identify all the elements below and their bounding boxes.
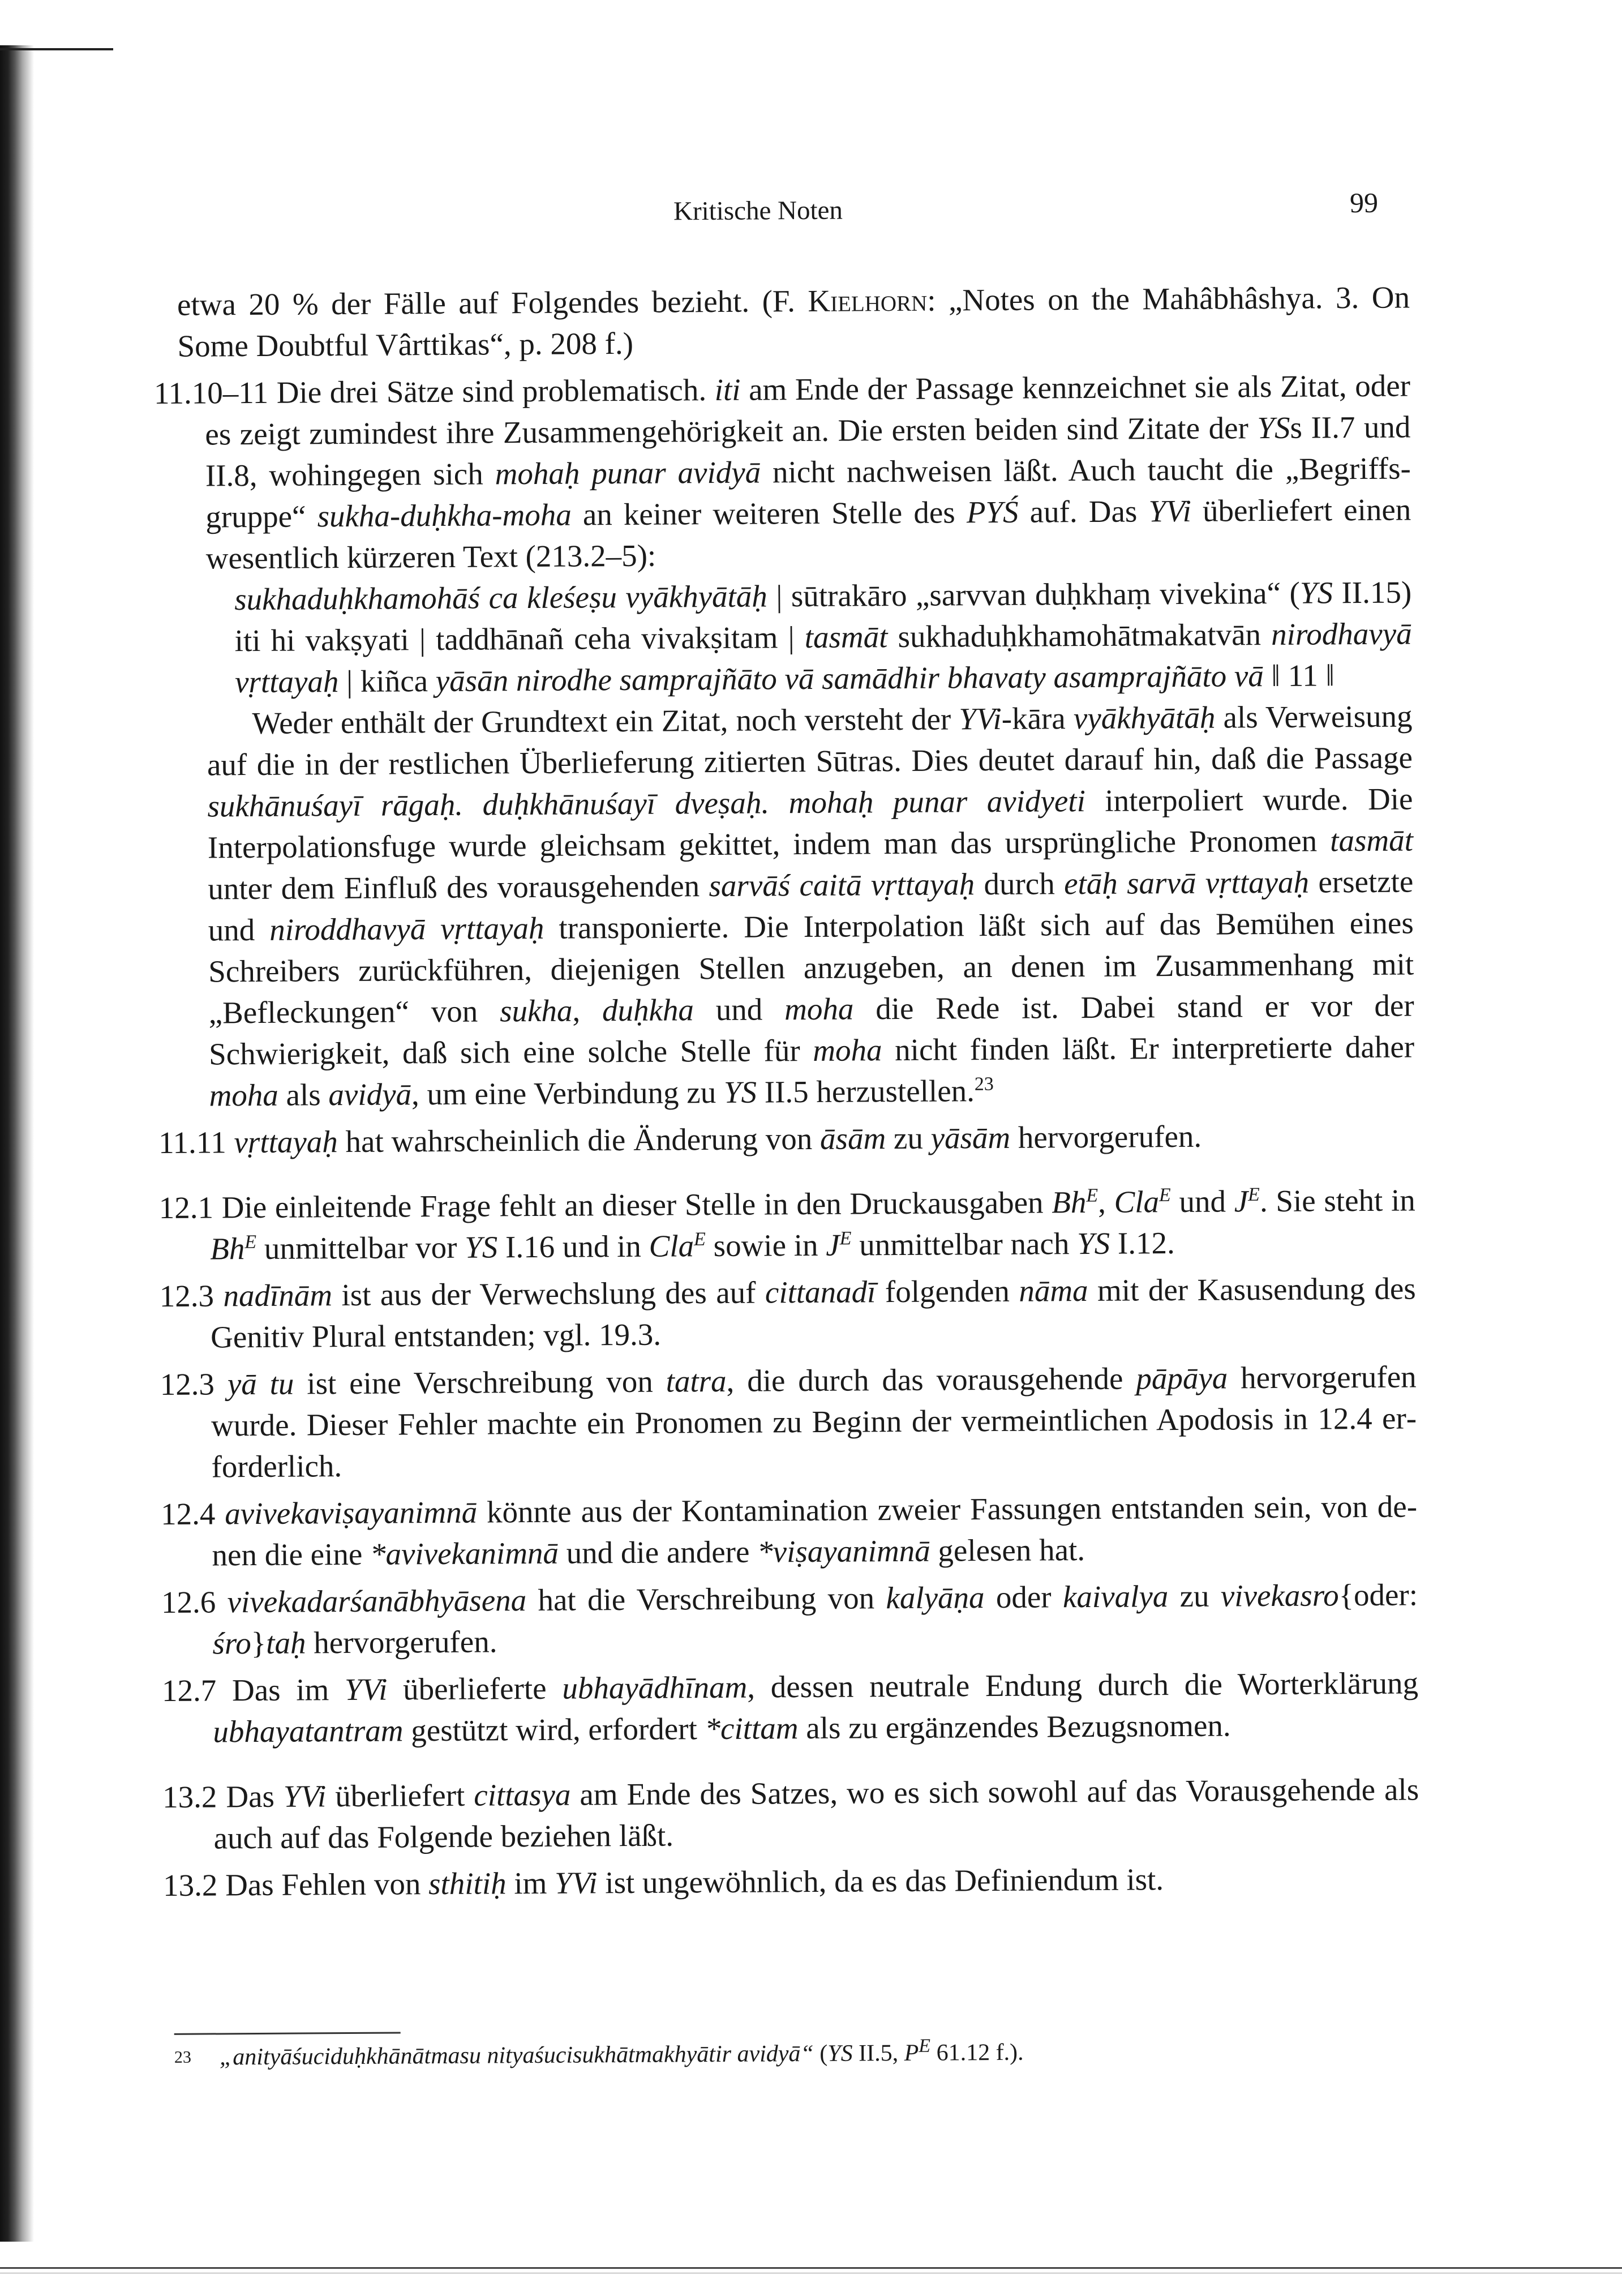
footnote-rule <box>174 2032 401 2034</box>
note-12-4: 12.4 avivekaviṣayanimnā könnte aus der Kontamination zweier Fassungen entstanden sein, von denen die eine *avivekanimnā und die andere *viṣayanimnā gelesen hat. <box>160 1489 1418 1573</box>
note-12-6: 12.6 vivekadarśanābhyāsena hat die Verschreibung von kalyāṇa oder kaivalya zu vivekasro{oder: śro}taḥ hervorgerufen. <box>161 1577 1418 1661</box>
note-12-3-b: 12.3 yā tu ist eine Verschreibung von tatra, die durch das vorausgehende pāpāya hervorgerufen wurde. Dieser Fehler machte ein Pronomen zu Beginn der vermeintlichen Apodosis in 12.4 erforderlich. <box>160 1359 1417 1484</box>
note-12-1: 12.1 Die einleitende Frage fehlt an dieser Stelle in den Druckausgaben $Bh^E$, Cla$^E$ und $J^E$. Sie steht in $Bh^E$ unmittelbar vor YS I.16 und in Cla$^E$ sowie in $J^E$ unmittelbar nach YS I.12. <box>158 1183 1415 1266</box>
paragraph-continued: etwa 20 % der Fälle auf Folgendes bezieht. (F. Kielhorn: „Notes on the Mahâbhâshya. 3. On Some Doubtful Vârttikas“, p. 208 f.) <box>177 280 1410 363</box>
footnote-reference: 23 <box>974 1073 994 1095</box>
footnote-number: 23 <box>174 2047 192 2067</box>
note-11-11: 11.11 vṛttayaḥ hat wahrscheinlich die Änderung von āsām zu yāsām hervorgerufen. <box>158 1119 1202 1160</box>
note-13-2-a: 13.2 Das YVi überliefert cittasya am Ende des Satzes, wo es sich sowohl auf das Vorausgehende als auch auf das Folgende beziehen läßt. <box>162 1772 1419 1856</box>
yvi-quotation: sukhaduḥkhamohāś ca kleśeṣu vyākhyātāḥ | sūtrakāro „sarvvan duḥkhaṃ vivekina“ (YS II.15) iti hi vakṣyati | taddhānañ ceha vivakṣitam | tasmāt sukhaduḥkhamohātmakatvān nirodhavyā vṛttayaḥ | kiñca yāsān nirodhe samprajñāto vā samādhir bhavaty asamprajñāto vā ‖ 11 ‖ <box>234 575 1412 700</box>
paragraph-interpolation: Weder enthält der Grundtext ein Zitat, noch versteht der YVi-kāra vyākhyātāḥ als Verweisung auf die in der restlichen Überlieferung zitierten Sūtras. Dies deutet darauf hin, daß die Passage sukhānuśayī rāgaḥ. duḥkhānuśayī dveṣaḥ. mohaḥ punar avidyeti interpoliert wurde. Die Interpolationsfuge wurde gleichsam gekittet, indem man das ursprüngliche Pronomen tasmāt unter dem Einfluß des vorausgehenden sarvāś caitā vṛttayaḥ durch etāḥ sarvā vṛttayaḥ ersetzte und niroddhavyā vṛttayaḥ transponierte. Die Interpolation läßt sich auf das Bemühen eines Schreibers zurückführen, diejenigen Stellen anzugeben, an denen im Zusammenhang mit „Befleckungen“ von sukha, duḥkha und moha die Rede ist. Dabei stand er vor der Schwierigkeit, daß sich eine solche Stelle für moha nicht finden läßt. Er interpretierte daher moha als avidyā, um eine Verbindung zu YS II.5 herzustellen.$^{23}$ <box>207 699 1415 1113</box>
note-12-3-a: 12.3 nadīnām ist aus der Verwechslung des auf cittanadī folgenden nāma mit der Kasusendung des Genitiv Plural entstanden; vgl. 19.3. <box>159 1271 1416 1355</box>
note-ref: 11.10–11 <box>153 375 269 411</box>
note-11-10-11: 11.10–11 Die drei Sätze sind problematisch. iti am Ende der Passage kennzeichnet sie als Zitat, oder es zeigt zumindest ihre Zusammengehörigkeit an. Die ersten beiden sind Zitate der YSs II.7 und II.8, wohingegen sich mohaḥ punar avidyā nicht nachweisen läßt. Auch taucht die „Begriffsgruppe“ sukha-duḥkha-moha an keiner weiteren Stelle des PYŚ auf. Das YVi überliefert einen wesentlich kürzeren Text (213.2–5): <box>153 368 1411 576</box>
page-body <box>153 276 1419 1906</box>
note-12-7: 12.7 Das im YVi überlieferte ubhayādhīnam, dessen neutrale Endung durch die Worterklärung ubhayatantram gestützt wird, erfordert *cittam als zu ergänzendes Bezugsnomen. <box>161 1665 1419 1749</box>
note-13-2-b: 13.2 Das Fehlen von sthitiḥ im YVi ist ungewöhnlich, da es das Definiendum ist. <box>162 1862 1164 1903</box>
running-head: Kritische Noten <box>673 195 843 226</box>
footnote-23: $^{23}$ „anityāśuciduḥkhānātmasu nityaśucisukhātmakhyātir avidyā“ (YS II.5, $P^E$ 61.12 f.). <box>174 2035 1024 2071</box>
page-number: 99 <box>1349 186 1379 219</box>
